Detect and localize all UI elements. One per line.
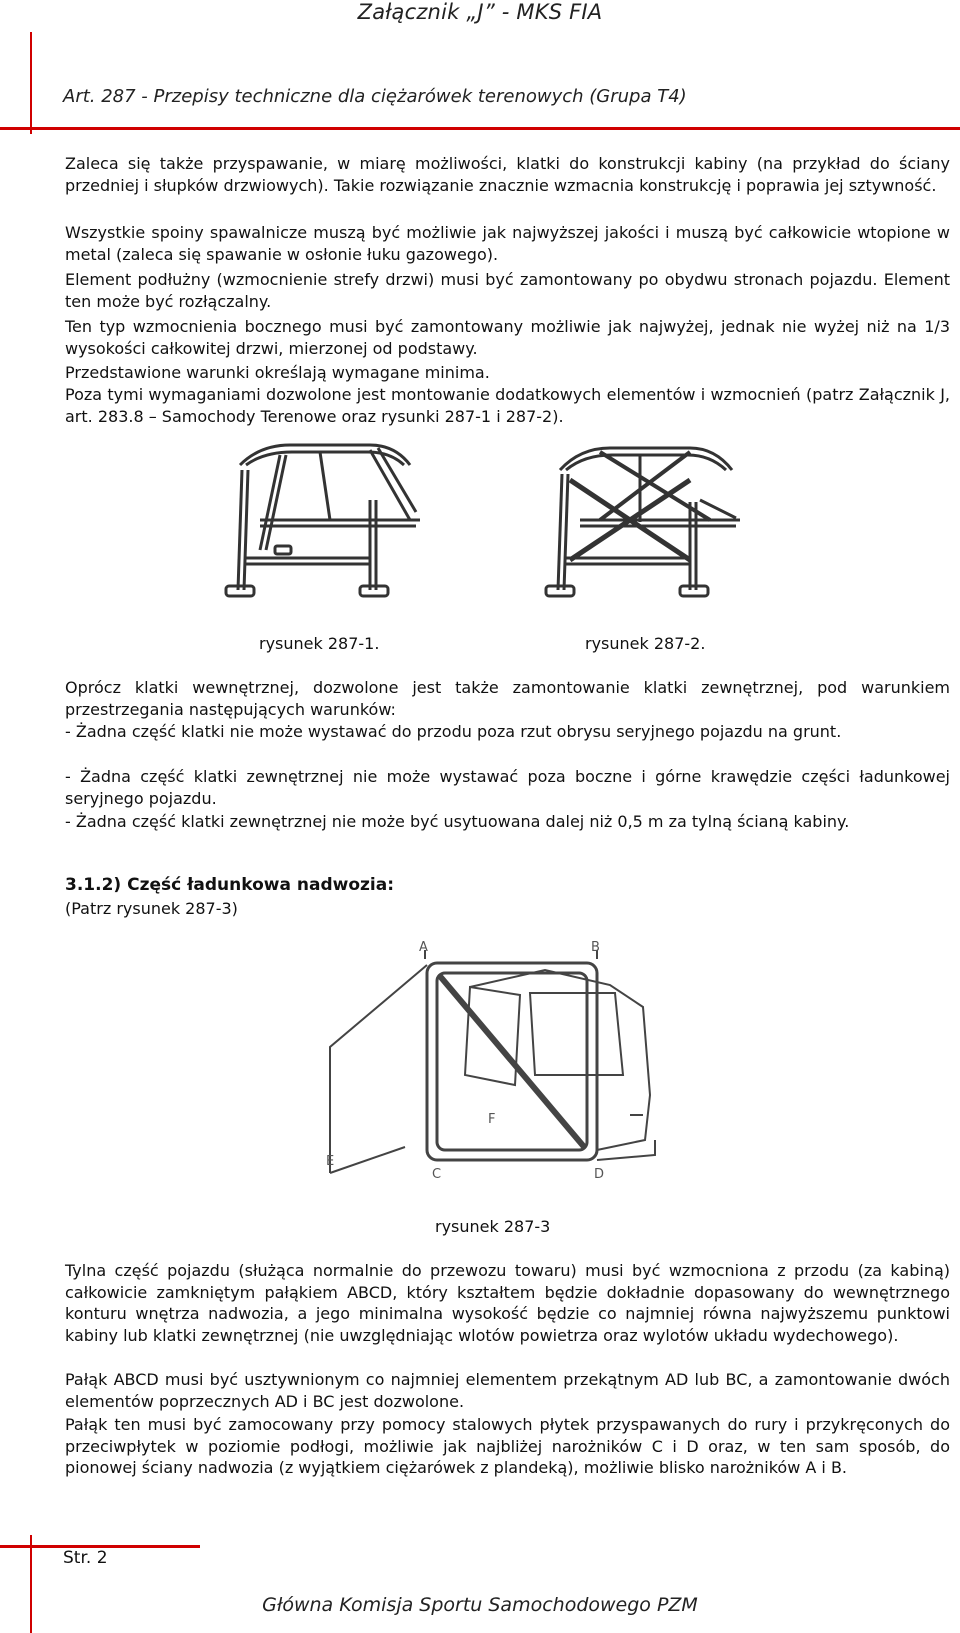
page-header-title: Załącznik „J” - MKS FIA <box>357 0 603 24</box>
figure-caption: rysunek 287-1. <box>259 634 380 653</box>
section-subheading: (Patrz rysunek 287-3) <box>65 899 238 918</box>
corner-label-c: C <box>432 1167 442 1182</box>
figure-roll-cage-287-2 <box>540 440 750 610</box>
figure-caption: rysunek 287-3 <box>435 1217 551 1236</box>
label-e: E <box>326 1154 335 1169</box>
corner-label-b: B <box>591 940 600 955</box>
margin-rule-top <box>30 32 32 134</box>
paragraph: Pałąk ABCD musi być usztywnionym co najmniej elementem przekątnym AD lub BC, a zamontowanie dwóch elementów poprzecznych AD i BC jest dozwolone. <box>65 1370 950 1411</box>
paragraph: Ten typ wzmocnienia bocznego musi być zamontowany możliwie jak najwyżej, jednak nie wyżej niż na 1/3 wysokości całkowitej drzwi, mierzonej od podstawy. <box>65 317 950 358</box>
paragraph: Oprócz klatki wewnętrznej, dozwolone jest także zamontowanie klatki zewnętrznej, pod warunkiem przestrzegania następujących warunków: <box>65 678 950 719</box>
figure-truck-body-287-3 <box>325 935 665 1190</box>
paragraph: Zaleca się także przyspawanie, w miarę możliwości, klatki do konstrukcji kabiny (na przykład do ściany przedniej i słupków drzwiowych). Takie rozwiązanie znacznie wzmacnia konstrukcję i poprawia jej sztywność. <box>65 154 950 195</box>
paragraph: Wszystkie spoiny spawalnicze muszą być możliwie jak najwyższej jakości i muszą być całkowicie wtopione w metal (zaleca się spawanie w osłonie łuku gazowego). <box>65 223 950 264</box>
margin-rule-bottom <box>30 1535 32 1633</box>
corner-label-a: A <box>419 940 428 955</box>
paragraph: Tylna część pojazdu (służąca normalnie do przewozu towaru) musi być wzmocniona z przodu (za kabiną) całkowicie zamkniętym pałąkiem ABCD, który kształtem będzie dokładnie dopasowany do wewnętrznego konturu wnętrza nadwozia, a jego minimalna wysokość będzie co najmniej równa najwyższemu punktowi kabiny lub klatki zewnętrznej (nie uwzględniając wlotów powietrza oraz wylotów układu wydechowego). <box>65 1261 950 1345</box>
header-rule <box>0 127 960 130</box>
figure-caption: rysunek 287-2. <box>585 634 706 653</box>
paragraph: Przedstawione warunki określają wymagane minima. <box>65 363 490 382</box>
label-f: F <box>488 1112 496 1127</box>
paragraph: Element podłużny (wzmocnienie strefy drzwi) musi być zamontowany po obydwu stronach pojazdu. Element ten może być rozłączalny. <box>65 270 950 311</box>
page-number: Str. 2 <box>63 1548 108 1568</box>
paragraph: - Żadna część klatki zewnętrznej nie może być usytuowana dalej niż 0,5 m za tylną ścianą kabiny. <box>65 812 850 831</box>
paragraph: Poza tymi wymaganiami dozwolone jest montowanie dodatkowych elementów i wzmocnień (patrz Załącznik J, art. 283.8 – Samochody Terenowe oraz rysunki 287-1 i 287-2). <box>65 385 950 426</box>
figure-roll-cage-287-1 <box>220 440 430 610</box>
section-heading: 3.1.2) Część ładunkowa nadwozia: <box>65 875 395 895</box>
corner-label-d: D <box>594 1167 605 1182</box>
article-title: Art. 287 - Przepisy techniczne dla ciężarówek terenowych (Grupa T4) <box>63 86 687 107</box>
paragraph: - Żadna część klatki nie może wystawać do przodu poza rzut obrysu seryjnego pojazdu na grunt. <box>65 722 842 741</box>
footer-organization: Główna Komisja Sportu Samochodowego PZM <box>262 1594 698 1616</box>
paragraph: Pałąk ten musi być zamocowany przy pomocy stalowych płytek przyspawanych do rury i przykręconych do przeciwpłytek w poziomie podłogi, możliwie jak najbliżej narożników C i D oraz, w ten sam sposób, do pionowej ściany nadwozia (z wyjątkiem ciężarówek z plandeką), możliwie blisko narożników A i B. <box>65 1415 950 1477</box>
paragraph: - Żadna część klatki zewnętrznej nie może wystawać poza boczne i górne krawędzie części ładunkowej seryjnego pojazdu. <box>65 767 950 808</box>
